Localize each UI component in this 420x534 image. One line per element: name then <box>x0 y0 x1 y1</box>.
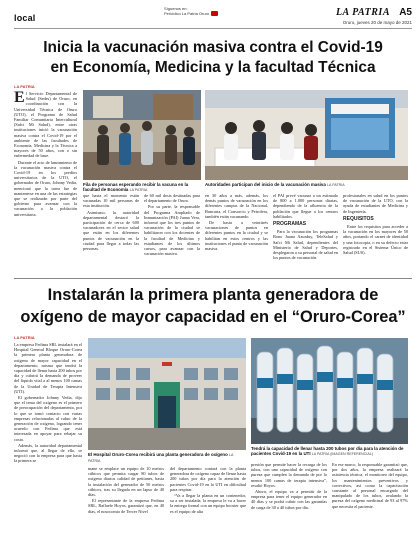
queue-photo-illustration <box>83 90 201 180</box>
story1-col4: en 30 años a más, además, los demás puntos de vacunación en los diferentes campus de la Nacional, Bancaria, el Consorcio y Petrolera, también están vacunando. De hasta a veintitrés vacunaciones de puntos en diferentes puntos en la ciudad y se habilitan en estos centros y las instituciones el punto de vacunación masiva. <box>205 193 268 252</box>
photo1-credit: LA PATRIA <box>129 188 148 193</box>
page-header <box>14 4 412 30</box>
photo-vaccination-launch <box>205 90 408 180</box>
header-divider <box>14 28 412 29</box>
story2-col5: En ese marco, la responsable garantizó que, por dos años, la empresa realizará la asistencia técnica, el monitoreo del equipo, los mantenimientos preventivos y correctivos, así como la capacitación constante al personal encargado del manipulado de los tubos, avalando la pureza del oxígeno medicinal de 93 al 97% que necesita el paciente. <box>332 462 408 509</box>
subhead-programas: PROGRAMAS <box>273 221 307 228</box>
photo4-credit: LA PATRIA (IMAGEN REFERENCIAL) <box>311 452 373 457</box>
story1-col5: el PAI prevé vacunar a un estimado de 800 a 1.000 personas diarias, dependiendo de la afluencia de la población que llegue a los centros habilitados. PROGRAMAS Para la vacunación los programas Bono Juana Azurduy, TeleSalud y Safci Mi Salud, dependientes del Ministerio de Salud y Deportes, desplegaron a su personal de salud en los puntos de vacunación. <box>273 193 338 261</box>
youtube-icon <box>211 11 218 16</box>
oxygen-tanks-illustration <box>251 338 408 444</box>
story1-col2: que hasta el momento están vacunadas 10 mil personas de esta institución. Asimismo, la autoridad departamental destacó la participación de cerca de 600 vacunadores en el sector salud que están en los diferentes puntos de vacunación en la ciudad para llegar a todas las personas. <box>83 193 139 252</box>
page-number: A5 <box>399 7 412 18</box>
story1-col3: de 60 mil dosis destinadas para el departamento de Oruro. Por su parte, la responsable del Programa Ampliado de Inmunización (PAI) Juana Vera, informó que los tres puntos de vacunación de la ciudad se habilitaron con los docentes de la facultad de Medicina y estudiantes de los últimos cursos, para avanzar con la vacunación masiva. <box>144 193 200 257</box>
photo4-caption: Tendrá la capacidad de llenar hasta 200 tubos por día para la atención de pacientes Covid-19 en la UTI LA PATRIA (IMAGEN REFERENCIAL) <box>251 446 404 457</box>
subhead-requisitos: REQUISITOS <box>343 215 374 222</box>
photo-hospital <box>88 338 246 450</box>
follow-label: Síguenos en: <box>164 6 188 11</box>
photo3-caption: El Hospital Oruro-Corea recibirá una planta generadora de oxígeno LA PATRIA <box>88 452 234 464</box>
section-label: local <box>14 13 36 23</box>
launch-photo-illustration <box>205 90 408 180</box>
photo-oxygen-tanks <box>251 338 408 444</box>
story1-kicker: LA PATRIA <box>14 84 35 89</box>
story2-col1: La empresa Fedima SRL instalará en el Hospital General Bloque Oruro-Corea la primera planta generadora de oxígeno de mayor capacidad en el departamento, misma que tendrá la capacidad de llenar hasta 200 tubos por día y cubrirá la demanda de proveer del líquido vital a al menos 100 camas de la Unidad de Terapia Intensiva (UTI). El gobernador Johnny Vedia, dijo que el tema del oxígeno es el primero de preocupación del departamento, por lo que se tomó contacto con varias empresas relacionadas al rubro de la generación de oxígeno, logrando tener acuerdo con Fedima que está interesada en apoyar para rebajar su costo. Además, la autoridad departamental informó que, al llegar de ello, se negoció con la empresa para que hasta la primera se <box>14 342 82 464</box>
hospital-photo-illustration <box>88 338 246 450</box>
story2-headline: Instalarán la primera planta generadora de oxígeno de mayor capacidad en el “Oruro-Corea” <box>20 286 406 326</box>
social-follow <box>164 6 218 16</box>
photo2-credit: LA PATRIA <box>327 183 345 187</box>
story1-col1: El Servicio Departamental de Salud (Sedes) de Oruro, en coordinación con la Universidad Técnica de Oruro (UTO), el Programa de Salud Familiar Comunitaria Intercultural (Safci Mi Salud), entre otras instituciones inició la vacunación masiva contra el Covid-19 por el ambiente de las facultades de Economía, Medicina y la Técnica a mayores de 50 años, con o sin enfermedad de base. Durante el acto de lanzamiento de la vacunación masiva contra el Covid-19 en los predios universitarios de la UTO, el gobernador de Oruro, Johnny Vedia, mencionó que la tarea fue de mantenerse en una de las estrategias que se realizarán por parte del gobierno para avanzar con la vacunación a la población universitaria. <box>14 91 77 217</box>
story1-col6: profesionales en salud en los puntos de vacunación de la UTO, con la ayuda de estudiantes de Medicina y de Ingeniería. REQUISITOS Entre los requisitos para acceder a la vacunación en los mayores de 50 años, portando el carnet de identidad y una fotocopia, o en su defecto estar registrado en el Sistema Único de Salud (SUS). <box>343 193 408 256</box>
photo-vaccination-queue <box>83 90 201 180</box>
story2-kicker: LA PATRIA <box>14 335 35 340</box>
social-handle: Periódico La Patria Oruro <box>164 11 210 16</box>
story1-headline: Inicia la vacunación masiva contra el Covid-19 en Economía, Medicina y la facultad Técnica <box>43 39 383 76</box>
photo1-caption: Fila de personas esperando recibir la vacuna en la facultad de Economía LA PATRIA <box>83 182 189 193</box>
drop-cap: E <box>14 91 25 106</box>
story2-col3: del departamento contará con la planta generadora de oxígeno capaz de llenar hasta 200 tubos por día para la atención de pacientes Covid-19 en la UTI en dificultad para respirar. “Va a llegar la planta en un contenedor, su a ser instalada, la empresa le va a hacer la entrega formal con un equipo booster que es el equipo de alta <box>170 466 246 514</box>
photo2-caption: Autoridades participan del inicio de la vacunación masiva LA PATRIA <box>205 182 345 187</box>
story-divider <box>14 278 412 279</box>
photo3-credit: LA PATRIA <box>88 453 234 464</box>
newspaper-logo: LA PATRIA <box>335 7 390 18</box>
story2-col2: mane se emplace un equipo de 10 metros cúbicos que permita cargar 80 tubos de oxígeno diarios calidad de petitanes, hasta la instalación del generador de 50 metros cúbicos, tras su llegada en un lapso de 40 días. El representante de la empresa Fedima SRL, Raffaele Hoyos, garantizó que, en 40 días, el nosocomio de Tercer Nivel <box>88 466 164 514</box>
story2-col4: presión que permite hacer la recarga de los tubos, con una capacidad de oxígeno con pureza que cumplen la demanda de por lo menos 100 camas de terapia intensiva”, resaltó Hoyos. Ahora, el equipo va a permitir de la empresa para tener el equipo generador en 40 días y se podrá cubrir con las garantías de carga de 30 a 40 tubos por día. <box>251 462 327 510</box>
issue-date: Oruro, jueves 20 de mayo de 2021 <box>342 20 412 25</box>
